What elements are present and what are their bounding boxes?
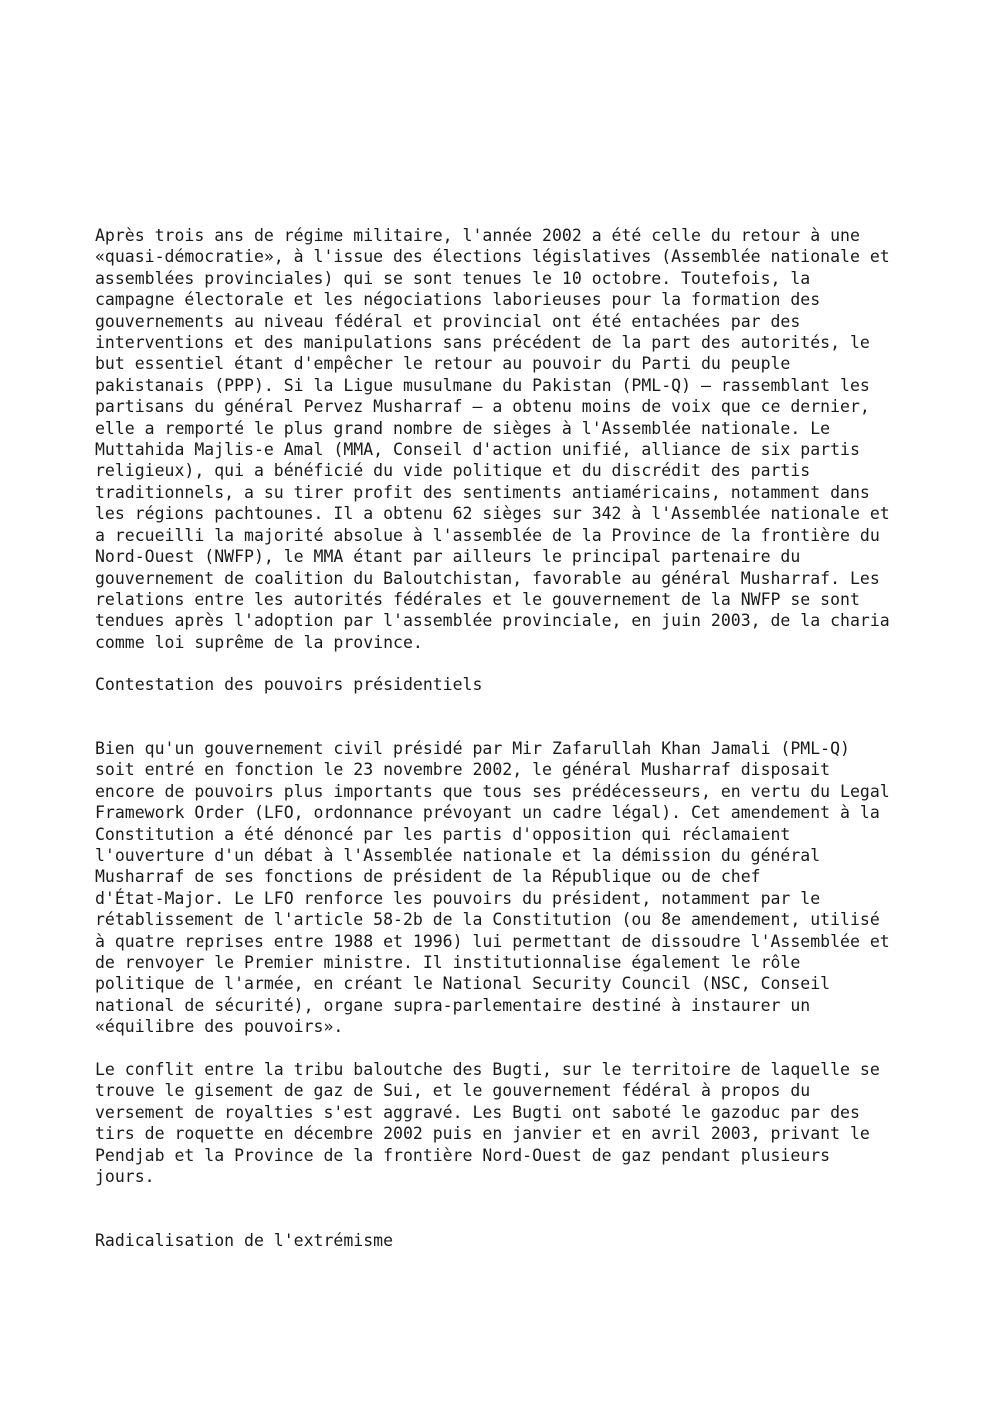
section-heading-extremism: Radicalisation de l'extrémisme	[95, 1231, 394, 1250]
paragraph-bugti-conflict: Le conflit entre la tribu baloutche des Bugti, sur le territoire de laquelle se trouve le gisement de gaz de Sui, et le gouvernement fédéral à propos du versement de royalties s'est aggravé. Les Bugti ont saboté le gazoduc par des tirs de roquette en décembre 2002 puis en janvier et en avril 2003, privant le Pendjab et la Province de la frontière Nord-Ouest de gaz pendant plusieurs jours.	[95, 1060, 880, 1187]
paragraph-civil-government: Bien qu'un gouvernement civil présidé par Mir Zafarullah Khan Jamali (PML-Q) soit entré en fonction le 23 novembre 2002, le général Musharraf disposait encore de pouvoirs plus importants que tous ses prédécesseurs, en vertu du Legal Framework Order (LFO, ordonnance prévoyant un cadre légal). Cet amendement à la Constitution a été dénoncé par les partis d'opposition qui réclamaient l'ouverture d'un débat à l'Assemblée nationale et la démission du général Musharraf de ses fonctions de président de la République ou de chef d'État-Major. Le LFO renforce les pouvoirs du président, notamment par le rétablissement de l'article 58-2b de la Constitution (ou 8e amendement, utilisé à quatre reprises entre 1988 et 1996) lui permettant de dissoudre l'Assemblée et de renvoyer le Premier ministre. Il institutionnalise également le rôle politique de l'armée, en créant le National Security Council (NSC, Conseil national de sécurité), organe supra-parlementaire destiné à instaurer un «équilibre des pouvoirs».	[95, 739, 890, 1037]
paragraph-elections: Après trois ans de régime militaire, l'année 2002 a été celle du retour à une «quasi-démocratie», à l'issue des élections législatives (Assemblée nationale et assemblées provinciales) qui se sont tenues le 10 octobre. Toutefois, la campagne électorale et les négociations laborieuses pour la formation des gouvernements au niveau fédéral et provincial ont été entachées par des interventions et des manipulations sans précédent de la part des autorités, le but essentiel étant d'empêcher le retour au pouvoir du Parti du peuple pakistanais (PPP). Si la Ligue musulmane du Pakistan (PML-Q) – rassemblant les partisans du général Pervez Musharraf – a obtenu moins de voix que ce dernier, elle a remporté le plus grand nombre de sièges à l'Assemblée nationale. Le Muttahida Majlis-e Amal (MMA, Conseil d'action unifié, alliance de six partis religieux), qui a bénéficié du vide politique et du discrédit des partis traditionnels, a su tirer profit des sentiments antiaméricains, notamment dans les régions pachtounes. Il a obtenu 62 sièges sur 342 à l'Assemblée nationale et a recueilli la majorité absolue à l'assemblée de la Province de la frontière du Nord-Ouest (NWFP), le MMA étant par ailleurs le principal partenaire du gouvernement de coalition du Baloutchistan, favorable au général Musharraf. Les relations entre les autorités fédérales et le gouvernement de la NWFP se sont tendues après l'adoption par l'assemblée provinciale, en juin 2003, de la charia comme loi suprême de la province.	[95, 226, 890, 652]
section-heading-presidential-powers: Contestation des pouvoirs présidentiels	[95, 675, 483, 694]
